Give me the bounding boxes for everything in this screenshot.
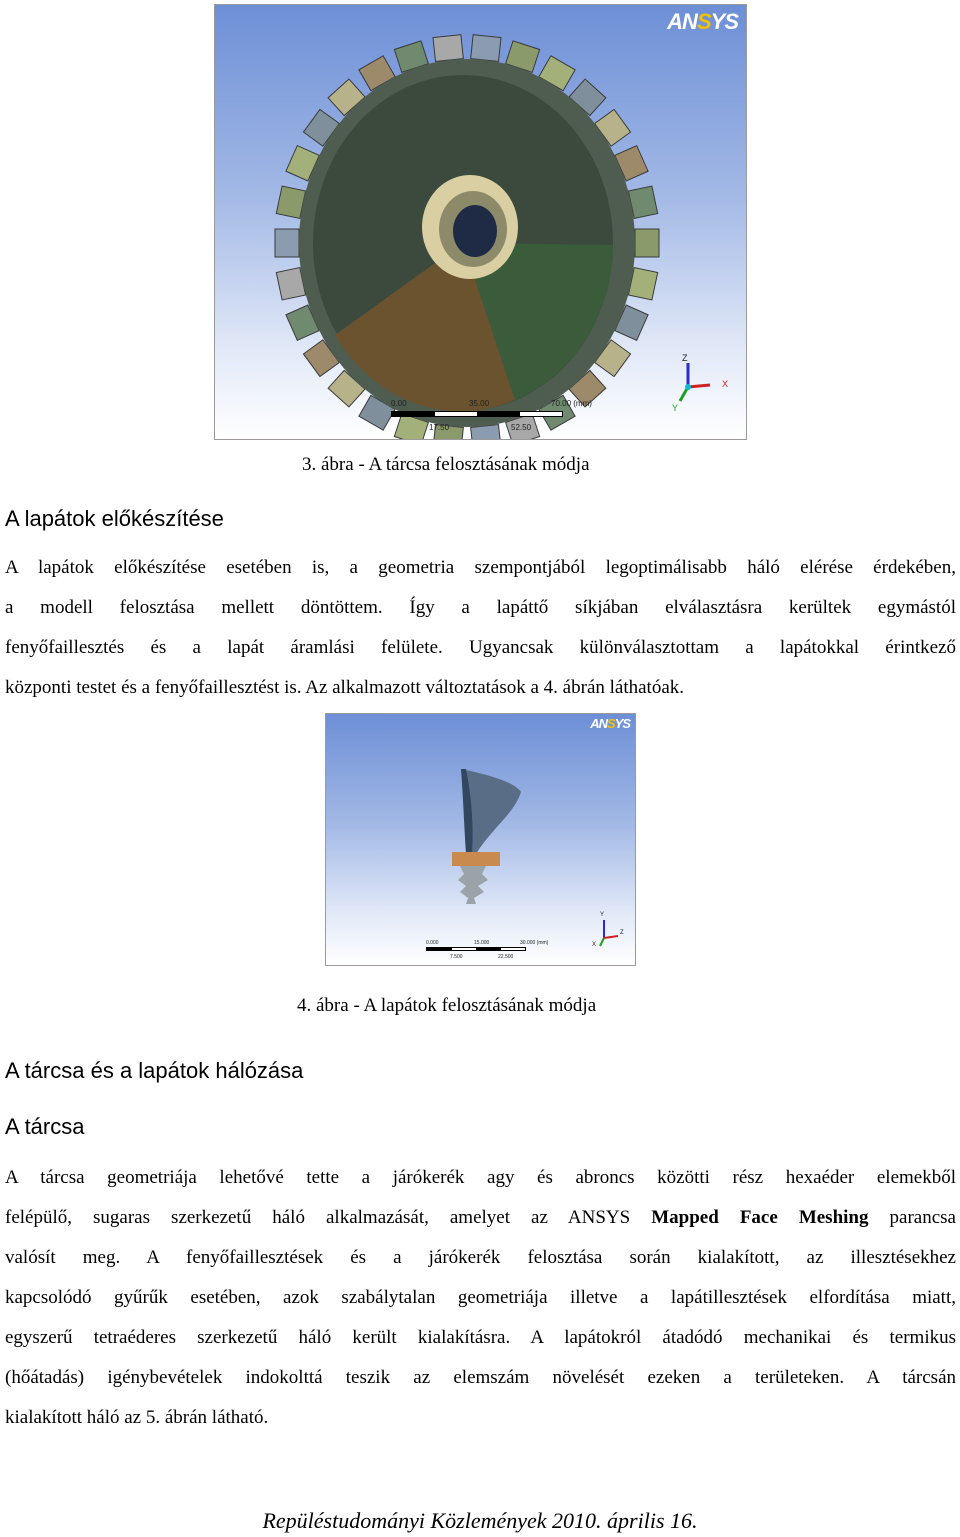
axis-z-label: Z — [682, 353, 688, 363]
subsection-heading: A tárcsa — [5, 1114, 85, 1139]
figure-4-caption: 4. ábra - A lapátok felosztásának módja — [297, 995, 597, 1016]
triad-axes — [592, 914, 628, 950]
scale-label: 15.000 — [474, 940, 490, 946]
section-heading: A tárcsa és a lapátok hálózása — [5, 1058, 304, 1083]
figure-3-caption: 3. ábra - A tárcsa felosztásának módja — [302, 454, 590, 475]
figure-4-image — [325, 713, 636, 966]
scale-label: 52.50 — [511, 423, 532, 432]
paragraph-line: fenyőfaillesztés és a lapát áramlási felülete. Ugyancsak különválasztottam a lapátokkal érintkező — [5, 637, 956, 658]
scale-bar — [426, 940, 566, 964]
axis-y-label: Y — [672, 403, 679, 413]
scale-label: 70.00 (mm) — [551, 399, 592, 408]
scale-label: 7.500 — [450, 954, 463, 960]
blade-tooth — [471, 35, 501, 62]
page-footer: Repüléstudományi Közlemények 2010. április 16. — [262, 1508, 698, 1533]
ansys-logo: ANSYS — [590, 716, 630, 731]
paragraph-line: valósít meg. A fenyőfaillesztések és a járókerék felosztása során kialakított, az illesztésekhez — [5, 1247, 956, 1268]
paragraph-line: (hőátadás) igénybevételek indokolttá teszik az elemszám növelését ezeken a területeken. A tárcsán — [5, 1367, 956, 1388]
paragraph-line: a modell felosztása mellett döntöttem. Így a lapáttő síkjában elválasztásra kerültek egymástól — [5, 597, 956, 618]
axis-y-label: Y — [600, 912, 605, 918]
paragraph-line: felépülő, sugaras szerkezetű háló alkalmazását, amelyet az ANSYS Mapped Face Meshing parancsa — [5, 1207, 956, 1228]
blade-platform — [452, 852, 500, 866]
blade-render — [326, 714, 635, 965]
section-paragraph — [5, 548, 956, 708]
figure-3-image — [214, 4, 747, 440]
axis-x-label: X — [722, 379, 729, 389]
turbine-disk-render — [215, 5, 746, 439]
axis-x-label: X — [592, 942, 597, 948]
scale-label: 17.50 — [429, 423, 450, 432]
scale-label: 22.500 — [498, 954, 514, 960]
paragraph-line: A lapátok előkészítése esetében is, a geometria szempontjából legoptimálisabb háló elérése érdekében, — [5, 557, 956, 578]
paragraph-line: kialakított háló az 5. ábrán látható. — [5, 1407, 269, 1428]
command-name: Mapped Face Meshing — [651, 1207, 869, 1228]
paragraph-line: központi testet és a fenyőfaillesztést is. Az alkalmazott változtatások a 4. ábrán láthatóak. — [5, 677, 685, 698]
scale-label: 35.00 — [469, 399, 490, 408]
blade-tooth — [635, 229, 659, 257]
ansys-logo: ANSYS — [667, 9, 738, 34]
fir-tree-root — [458, 866, 488, 904]
axis-z-label: Z — [620, 930, 624, 936]
scale-bar-graphic — [391, 411, 563, 417]
triad-axes — [670, 355, 730, 415]
scale-bar — [391, 399, 611, 435]
blade-tooth — [433, 35, 463, 62]
scale-label: 30.000 (mm) — [520, 940, 549, 946]
paragraph-line: kapcsolódó gyűrűk esetében, azok szabálytalan geometriája illetve a lapátillesztések elfordítása miatt, — [5, 1287, 956, 1308]
section-heading: A lapátok előkészítése — [5, 506, 224, 531]
paragraph-line: egyszerű tetraéderes szerkezetű háló került kialakításra. A lapátokról átadódó mechanikai és termikus — [5, 1327, 956, 1348]
section-paragraph — [5, 1158, 956, 1438]
scale-bar-graphic — [426, 947, 526, 951]
scale-label: 0.000 — [426, 940, 439, 946]
hub-bore — [453, 205, 497, 257]
blade-tooth — [275, 229, 299, 257]
paragraph-line: A tárcsa geometriája lehetővé tette a járókerék agy és abroncs közötti rész hexaéder elemekből — [5, 1167, 956, 1188]
scale-label: 0.00 — [391, 399, 407, 408]
